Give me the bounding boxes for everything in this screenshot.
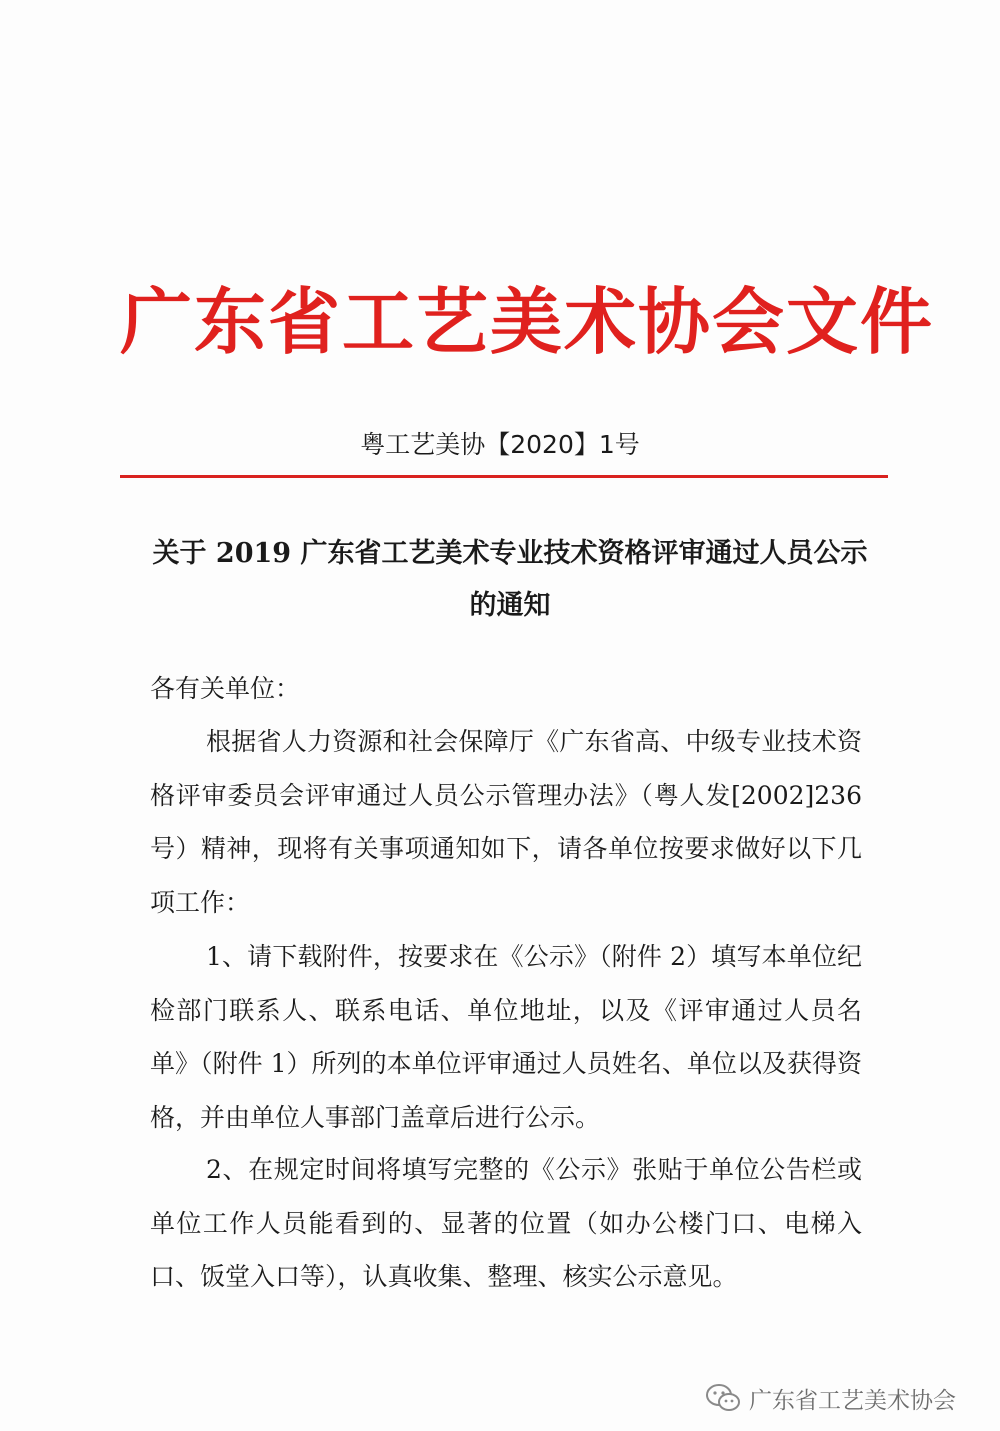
org-header-title: 广东省工艺美术协会文件: [120, 279, 935, 364]
watermark-text: 广东省工艺美术协会: [749, 1387, 956, 1414]
paragraph-intro: 根据省人力资源和社会保障厅《广东省高、中级专业技术资格评审委员会评审通过人员公示管理办法》（粤人发[2002]236 号）精神，现将有关事项通知如下，请各单位按要求做好以下几项工作：: [150, 727, 862, 917]
salutation: 各有关单位：: [150, 674, 301, 703]
wechat-watermark: [705, 1378, 956, 1418]
wechat-icon: [705, 1383, 741, 1413]
red-divider-line: [120, 475, 888, 478]
notice-title: 关于 2019 广东省工艺美术专业技术资格评审通过人员公示的通知: [152, 538, 868, 621]
document-number: 粤工艺美协【2020】1号: [360, 430, 640, 459]
paragraph-item-2: 2、在规定时间将填写完整的《公示》张贴于单位公告栏或单位工作人员能看到的、显著的位置（如办公楼门口、电梯入口、饭堂入口等），认真收集、整理、核实公示意见。: [150, 1155, 862, 1291]
paragraph-item-1: 1、请下载附件，按要求在《公示》（附件 2）填写本单位纪检部门联系人、联系电话、单位地址，以及《评审通过人员名单》（附件 1）所列的本单位评审通过人员姓名、单位以及获得资格，并由单位人事部门盖章后进行公示。: [150, 942, 862, 1132]
